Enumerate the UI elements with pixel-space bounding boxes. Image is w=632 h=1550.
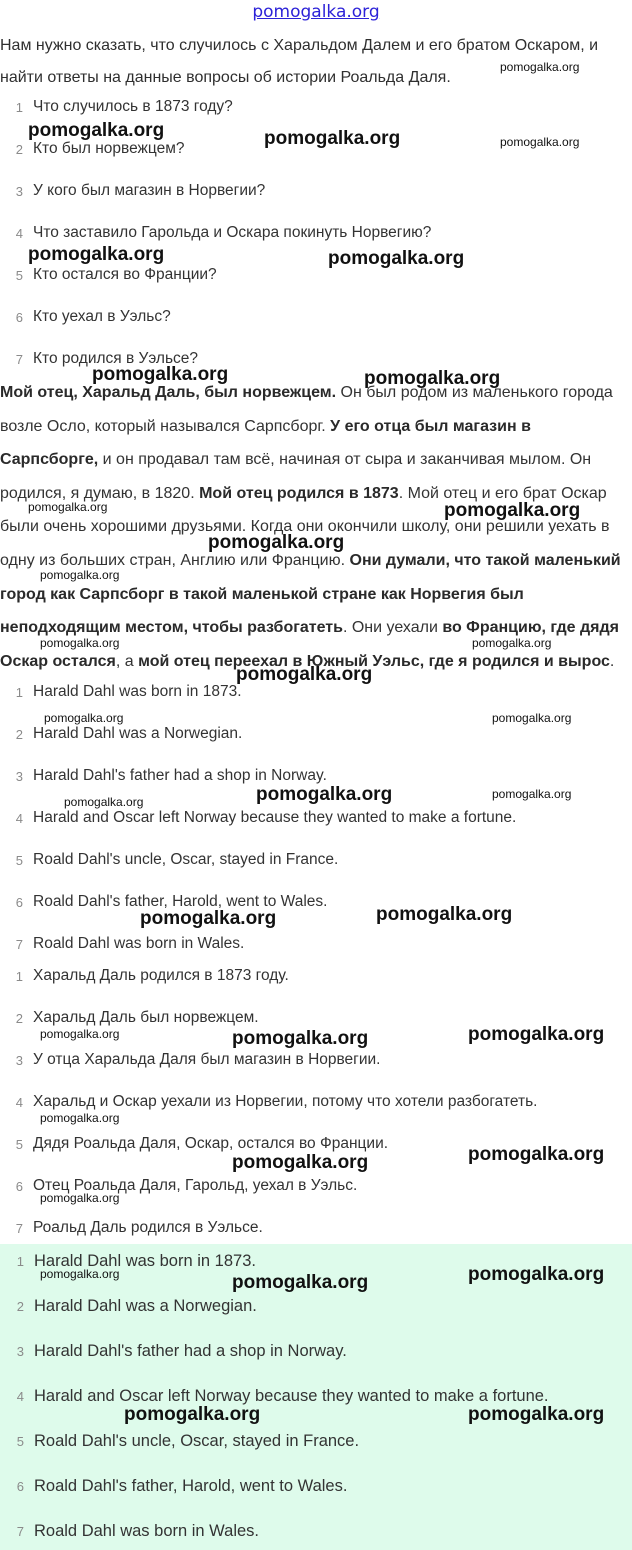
watermark-text: pomogalka.org [40, 1027, 120, 1041]
list-item-number: 5 [15, 852, 23, 868]
list-item-number: 4 [16, 1388, 24, 1404]
list-item-number: 1 [16, 1253, 24, 1269]
list-item-number: 4 [15, 225, 23, 241]
story-segment: . [609, 652, 615, 670]
list-item-number: 1 [15, 99, 23, 115]
list-item-number: 4 [15, 1094, 23, 1110]
story-bold-segment: во Францию, где дядя Оскар остался [0, 619, 619, 670]
watermark-text: pomogalka.org [472, 636, 552, 650]
answer-en-item [0, 806, 516, 830]
watermark-text: pomogalka.org [232, 1152, 369, 1173]
watermark-text: pomogalka.org [468, 1024, 605, 1045]
list-item-number: 6 [16, 1478, 24, 1494]
highlighted-answer-item [0, 1338, 347, 1364]
watermark-text: pomogalka.org [468, 1264, 605, 1285]
list-item-text: Harald Dahl's father had a shop in Norway. [34, 1341, 347, 1360]
list-item-number: 7 [15, 936, 23, 952]
list-item-text: У кого был магазин в Норвегии? [33, 182, 266, 199]
question-item [0, 179, 265, 203]
list-item-number: 2 [15, 726, 23, 742]
list-item-number: 4 [15, 810, 23, 826]
watermark-text: pomogalka.org [208, 532, 345, 553]
list-item-number: 6 [15, 894, 23, 910]
watermark-text: pomogalka.org [40, 636, 120, 650]
list-item-text: Harald and Oscar left Norway because they wanted to make a fortune. [33, 809, 517, 826]
story-segment: , а [115, 652, 139, 670]
story-segment: . Мой отец и его брат Оскар были очень хорошими друзьями. Когда они окончили школу, они решили уехать в одну из больших стран, Англию или Францию. [0, 484, 610, 569]
story-segment: Он был родом из маленького города возле Осло, который назывался Сарпсборг. [0, 384, 613, 435]
answer-ru-item [0, 1006, 259, 1030]
list-item-text: Харальд и Оскар уехали из Норвегии, потому что хотели разбогатеть. [33, 1093, 538, 1110]
story-bold-segment: У его отца был магазин в Сарпсборге, [0, 417, 531, 469]
list-item-text: Кто уехал в Уэльс? [33, 308, 171, 325]
list-item-text: Кто был норвежцем? [33, 140, 185, 157]
watermark-text: pomogalka.org [492, 787, 572, 801]
list-item-text: Harald and Oscar left Norway because they wanted to make a fortune. [34, 1386, 549, 1405]
list-item-number: 6 [15, 1178, 23, 1194]
highlighted-answer-item [0, 1293, 257, 1319]
answer-ru-item [0, 1216, 263, 1240]
answer-en-item [0, 848, 338, 872]
list-item-number: 7 [16, 1523, 24, 1539]
highlighted-answer-item [0, 1383, 549, 1409]
list-item-number: 3 [15, 183, 23, 199]
list-item-text: Что заставило Гарольда и Оскара покинуть Норвегию? [33, 224, 432, 241]
list-item-text: Roald Dahl's uncle, Oscar, stayed in France. [34, 1431, 360, 1450]
highlighted-answer-item [0, 1248, 256, 1274]
list-item-number: 5 [15, 1136, 23, 1152]
watermark-text: pomogalka.org [500, 135, 580, 149]
list-item-number: 7 [15, 351, 23, 367]
list-item-text: Roald Dahl's uncle, Oscar, stayed in France. [33, 851, 339, 868]
list-item-text: Roald Dahl was born in Wales. [34, 1521, 259, 1540]
watermark-text: pomogalka.org [468, 1404, 605, 1425]
watermark-text: pomogalka.org [92, 364, 229, 385]
list-item-number: 2 [16, 1298, 24, 1314]
list-item-text: Harald Dahl was born in 1873. [34, 1251, 256, 1270]
list-item-number: 1 [15, 968, 23, 984]
story-bold-segment: Мой отец родился в 1873 [199, 484, 399, 502]
intro-paragraph: Нам нужно сказать, что случилось с Харальдом Далем и его братом Оскаром, и найти ответы на данные вопросы об истории Роальда Даля. [0, 37, 599, 86]
watermark-text: pomogalka.org [236, 664, 373, 685]
watermark-text: pomogalka.org [40, 1267, 120, 1281]
highlighted-answer-item [0, 1518, 259, 1544]
watermark-text: pomogalka.org [64, 795, 144, 809]
watermark-text: pomogalka.org [28, 244, 165, 265]
answer-ru-item [0, 1174, 357, 1198]
watermark-text: pomogalka.org [40, 1111, 120, 1125]
answer-en-item [0, 680, 242, 704]
watermark-text: pomogalka.org [44, 711, 124, 725]
list-item-text: Кто остался во Франции? [33, 266, 217, 283]
watermark-text: pomogalka.org [124, 1404, 261, 1425]
answer-ru-item [0, 1132, 388, 1156]
story-bold-segment: Мой отец, Харальд Даль, был норвежцем. [0, 384, 337, 401]
watermark-text: pomogalka.org [256, 784, 393, 805]
list-item-text: Roald Dahl's father, Harold, went to Wales. [33, 893, 328, 910]
list-item-text: У отца Харальда Даля был магазин в Норвегии. [33, 1051, 381, 1068]
question-item [0, 137, 185, 161]
list-item-text: Roald Dahl was born in Wales. [33, 935, 245, 952]
list-item-text: Дядя Роальда Даля, Оскар, остался во Франции. [33, 1135, 389, 1152]
story-segment: . Они уехали [342, 619, 443, 637]
list-item-text: Харальд Даль родился в 1873 году. [33, 967, 289, 984]
watermark-text: pomogalka.org [444, 500, 581, 521]
list-item-text: Кто родился в Уэльсе? [33, 350, 199, 367]
list-item-text: Harald Dahl's father had a shop in Norway. [33, 767, 327, 784]
answer-ru-item [0, 964, 289, 988]
list-item-text: Отец Роальда Даля, Гарольд, уехал в Уэльс. [33, 1177, 358, 1194]
list-item-number: 5 [15, 267, 23, 283]
list-item-number: 2 [15, 1010, 23, 1026]
answer-en-item [0, 764, 327, 788]
watermark-text: pomogalka.org [364, 368, 501, 389]
answer-en-item [0, 890, 327, 914]
list-item-text: Harald Dahl was born in 1873. [33, 683, 242, 700]
question-item [0, 305, 171, 329]
list-item-number: 6 [15, 309, 23, 325]
list-item-number: 2 [15, 141, 23, 157]
list-item-text: Что случилось в 1873 году? [33, 98, 233, 115]
answer-ru-item [0, 1048, 380, 1072]
watermark-text: pomogalka.org [232, 1272, 369, 1293]
question-item [0, 263, 217, 287]
story-bold-segment: Они думали, что такой маленький город как Сарпсборг в такой маленькой стране как Норвегия был неподходящим местом, чтобы разбогатеть [0, 551, 621, 637]
watermark-text: pomogalka.org [500, 60, 580, 74]
story-segment: и он продавал там всё, начиная от сыра и заканчивая мылом. Он родился, я думаю, в 1820. [0, 451, 592, 502]
question-item [0, 347, 198, 371]
story-paragraph [0, 376, 632, 678]
list-item-text: Roald Dahl's father, Harold, went to Wales. [34, 1476, 348, 1495]
list-item-number: 3 [15, 1052, 23, 1068]
answer-en-item [0, 932, 244, 956]
story-bold-segment: мой отец переехал в Южный Уэльс, где я родился и вырос [138, 652, 610, 670]
question-item [0, 95, 233, 119]
watermark-text: pomogalka.org [40, 568, 120, 582]
question-item [0, 221, 431, 245]
highlighted-answer-item [0, 1473, 347, 1499]
watermark-text: pomogalka.org [140, 908, 277, 929]
watermark-text: pomogalka.org [40, 1191, 120, 1205]
answer-ru-item [0, 1090, 537, 1114]
watermark-text: pomogalka.org [28, 500, 108, 514]
list-item-text: Харальд Даль был норвежцем. [33, 1009, 259, 1026]
list-item-text: Роальд Даль родился в Уэльсе. [33, 1219, 263, 1236]
list-item-number: 5 [16, 1433, 24, 1449]
watermark-text: pomogalka.org [328, 248, 465, 269]
highlighted-answer-item [0, 1428, 359, 1454]
list-item-number: 7 [15, 1220, 23, 1236]
list-item-text: Harald Dahl was a Norwegian. [34, 1296, 257, 1315]
watermark-text: pomogalka.org [376, 904, 513, 925]
watermark-text: pomogalka.org [232, 1028, 369, 1049]
answer-en-item [0, 722, 242, 746]
watermark-text: pomogalka.org [468, 1144, 605, 1165]
site-header-link[interactable]: pomogalka.org [252, 2, 380, 22]
list-item-number: 3 [16, 1343, 24, 1359]
watermark-text: pomogalka.org [492, 711, 572, 725]
highlighted-answers-block [0, 1244, 632, 1550]
watermark-text: pomogalka.org [264, 128, 401, 149]
list-item-number: 3 [15, 768, 23, 784]
list-item-number: 1 [15, 684, 23, 700]
list-item-text: Harald Dahl was a Norwegian. [33, 725, 243, 742]
watermark-text: pomogalka.org [28, 120, 165, 141]
